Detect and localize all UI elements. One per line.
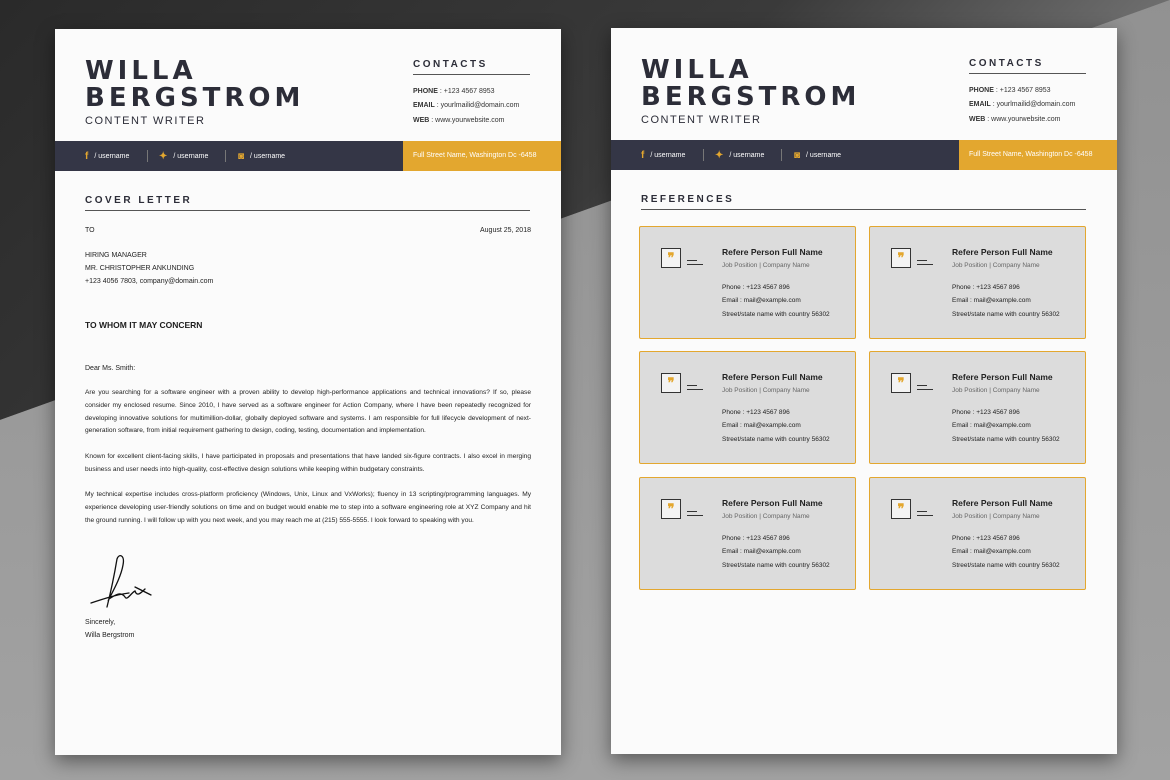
- social-instagram: [238, 141, 285, 171]
- contacts-heading: CONTACTS: [969, 58, 1086, 74]
- divider: [781, 149, 782, 161]
- candidate-role: CONTENT WRITER: [85, 115, 206, 127]
- text-lines-icon: [687, 385, 703, 393]
- address-block: Full Street Name, Washington Dc -6458: [403, 141, 561, 171]
- web-value: : www.yourwebsite.com: [429, 117, 505, 124]
- recipient-contact: +123 4056 7803, company@domain.com: [85, 278, 214, 285]
- quote-icon: ❞: [891, 248, 911, 268]
- reference-phone: Phone : +123 4567 896: [952, 409, 1020, 416]
- email-label: EMAIL: [969, 101, 991, 108]
- email-value: : yourlmailid@domain.com: [990, 101, 1076, 108]
- reference-position: Job Position | Company Name: [722, 387, 810, 394]
- text-lines-icon: [917, 511, 933, 519]
- reference-email: Email : mail@example.com: [722, 548, 801, 555]
- reference-card: [639, 351, 856, 464]
- reference-name: Refere Person Full Name: [952, 372, 1053, 382]
- social-facebook-text: / username: [94, 152, 130, 160]
- reference-email: Email : mail@example.com: [952, 297, 1031, 304]
- closing: Sincerely,: [85, 619, 116, 626]
- signer-name: Willa Bergstrom: [85, 632, 135, 639]
- social-twitter-text: / username: [729, 151, 765, 159]
- reference-name: Refere Person Full Name: [722, 372, 823, 382]
- instagram-icon: ◙: [794, 149, 801, 161]
- twitter-icon: ✦: [715, 149, 724, 161]
- reference-phone: Phone : +123 4567 896: [722, 284, 790, 291]
- instagram-icon: ◙: [238, 150, 245, 162]
- social-facebook: [85, 141, 129, 171]
- divider: [147, 150, 148, 162]
- text-lines-icon: [917, 385, 933, 393]
- contact-email: [413, 102, 519, 109]
- quote-icon: ❞: [661, 373, 681, 393]
- contact-phone: [969, 87, 1051, 94]
- cover-letter-heading: COVER LETTER: [85, 195, 530, 211]
- address-block: Full Street Name, Washington Dc -6458: [959, 140, 1117, 170]
- text-lines-icon: [687, 260, 703, 268]
- concern-heading: TO WHOM IT MAY CONCERN: [85, 320, 203, 330]
- reference-card: [639, 477, 856, 590]
- phone-value: : +123 4567 8953: [993, 87, 1051, 94]
- quote-icon: ❞: [891, 373, 911, 393]
- reference-email: Email : mail@example.com: [952, 422, 1031, 429]
- reference-address: Street/state name with country 56302: [722, 311, 830, 318]
- letter-paragraph-1: Are you searching for a software engineer with a proven ability to develop high-performance applications and technical innovations? If so, please consider my enclosed resume. Since 2010, I have served as a software engineer for Action Company, where I have been repeatedly recognized for developing innovative solutions for multimillion-dollar, globally deployed software and systems. I am responsible for full lifecycle development of next-generation software, from initial requirement gathering to design, coding, testing, documentation and implementation.: [85, 389, 531, 435]
- name-line-last: BERGSTROM: [85, 83, 305, 113]
- references-page: [611, 28, 1117, 754]
- contact-web: [413, 117, 504, 124]
- letter-paragraph-3: My technical expertise includes cross-platform proficiency (Windows, Unix, Linux and VxWorks); fluency in 13 scripting/programming languages. My experience developing user-friendly solutions on time and on budget would enable me to step into a software engineering role at XYZ Company and hit the ground running. I will follow up with you next week, and you may reach me at (215) 555-5555. I look forward to speaking with you.: [85, 491, 531, 524]
- social-instagram-text: / username: [250, 152, 286, 160]
- web-label: WEB: [413, 117, 430, 124]
- social-bar: [55, 141, 561, 171]
- text-lines-icon: [687, 511, 703, 519]
- candidate-name: [641, 57, 860, 111]
- reference-email: Email : mail@example.com: [722, 297, 801, 304]
- email-label: EMAIL: [413, 102, 435, 109]
- reference-name: Refere Person Full Name: [722, 498, 823, 508]
- email-value: : yourlmailid@domain.com: [434, 102, 520, 109]
- reference-name: Refere Person Full Name: [722, 247, 823, 257]
- facebook-icon: f: [641, 149, 645, 161]
- reference-card: [639, 226, 856, 339]
- candidate-name: [85, 58, 304, 112]
- quote-icon: ❞: [661, 248, 681, 268]
- greeting: Dear Ms. Smith:: [85, 365, 136, 372]
- phone-label: PHONE: [413, 88, 438, 95]
- twitter-icon: ✦: [159, 150, 168, 162]
- social-bar: [611, 140, 1117, 170]
- social-twitter: [159, 141, 208, 171]
- reference-position: Job Position | Company Name: [722, 513, 810, 520]
- reference-address: Street/state name with country 56302: [952, 436, 1060, 443]
- social-twitter-text: / username: [173, 152, 209, 160]
- social-facebook: [641, 140, 685, 170]
- letter-date: August 25, 2018: [480, 227, 531, 234]
- reference-email: Email : mail@example.com: [722, 422, 801, 429]
- contact-web: [969, 116, 1060, 123]
- letter-paragraph-2: Known for excellent client-facing skills, I have participated in proposals and presentations that have landed six-figure contracts. I also excel in merging business and user needs into high-quality, cost-effective design solutions while keeping within budgetary constraints.: [85, 453, 531, 473]
- reference-address: Street/state name with country 56302: [952, 311, 1060, 318]
- name-line-first: WILLA: [85, 56, 197, 86]
- candidate-role: CONTENT WRITER: [641, 114, 762, 126]
- divider: [703, 149, 704, 161]
- reference-phone: Phone : +123 4567 896: [952, 535, 1020, 542]
- to-label: TO: [85, 227, 95, 234]
- recipient-name: MR. CHRISTOPHER ANKUNDING: [85, 265, 195, 272]
- web-value: : www.yourwebsite.com: [985, 116, 1061, 123]
- social-instagram-text: / username: [806, 151, 842, 159]
- reference-address: Street/state name with country 56302: [952, 562, 1060, 569]
- reference-name: Refere Person Full Name: [952, 247, 1053, 257]
- social-twitter: [715, 140, 764, 170]
- reference-position: Job Position | Company Name: [722, 262, 810, 269]
- contacts-heading: CONTACTS: [413, 59, 530, 75]
- facebook-icon: f: [85, 150, 89, 162]
- reference-phone: Phone : +123 4567 896: [722, 535, 790, 542]
- cover-letter-page: [55, 29, 561, 755]
- reference-card: [869, 477, 1086, 590]
- phone-value: : +123 4567 8953: [437, 88, 495, 95]
- social-instagram: [794, 140, 841, 170]
- name-line-last: BERGSTROM: [641, 82, 861, 112]
- reference-position: Job Position | Company Name: [952, 387, 1040, 394]
- reference-position: Job Position | Company Name: [952, 262, 1040, 269]
- references-heading: REFERENCES: [641, 194, 1086, 210]
- name-line-first: WILLA: [641, 55, 753, 85]
- contact-phone: [413, 88, 495, 95]
- web-label: WEB: [969, 116, 986, 123]
- quote-icon: ❞: [661, 499, 681, 519]
- text-lines-icon: [917, 260, 933, 268]
- reference-phone: Phone : +123 4567 896: [722, 409, 790, 416]
- divider: [225, 150, 226, 162]
- contact-email: [969, 101, 1075, 108]
- social-facebook-text: / username: [650, 151, 686, 159]
- reference-card: [869, 351, 1086, 464]
- reference-phone: Phone : +123 4567 896: [952, 284, 1020, 291]
- reference-name: Refere Person Full Name: [952, 498, 1053, 508]
- signature: [85, 551, 157, 613]
- reference-email: Email : mail@example.com: [952, 548, 1031, 555]
- quote-icon: ❞: [891, 499, 911, 519]
- reference-address: Street/state name with country 56302: [722, 562, 830, 569]
- reference-address: Street/state name with country 56302: [722, 436, 830, 443]
- reference-card: [869, 226, 1086, 339]
- reference-position: Job Position | Company Name: [952, 513, 1040, 520]
- phone-label: PHONE: [969, 87, 994, 94]
- recipient-title: HIRING MANAGER: [85, 252, 147, 259]
